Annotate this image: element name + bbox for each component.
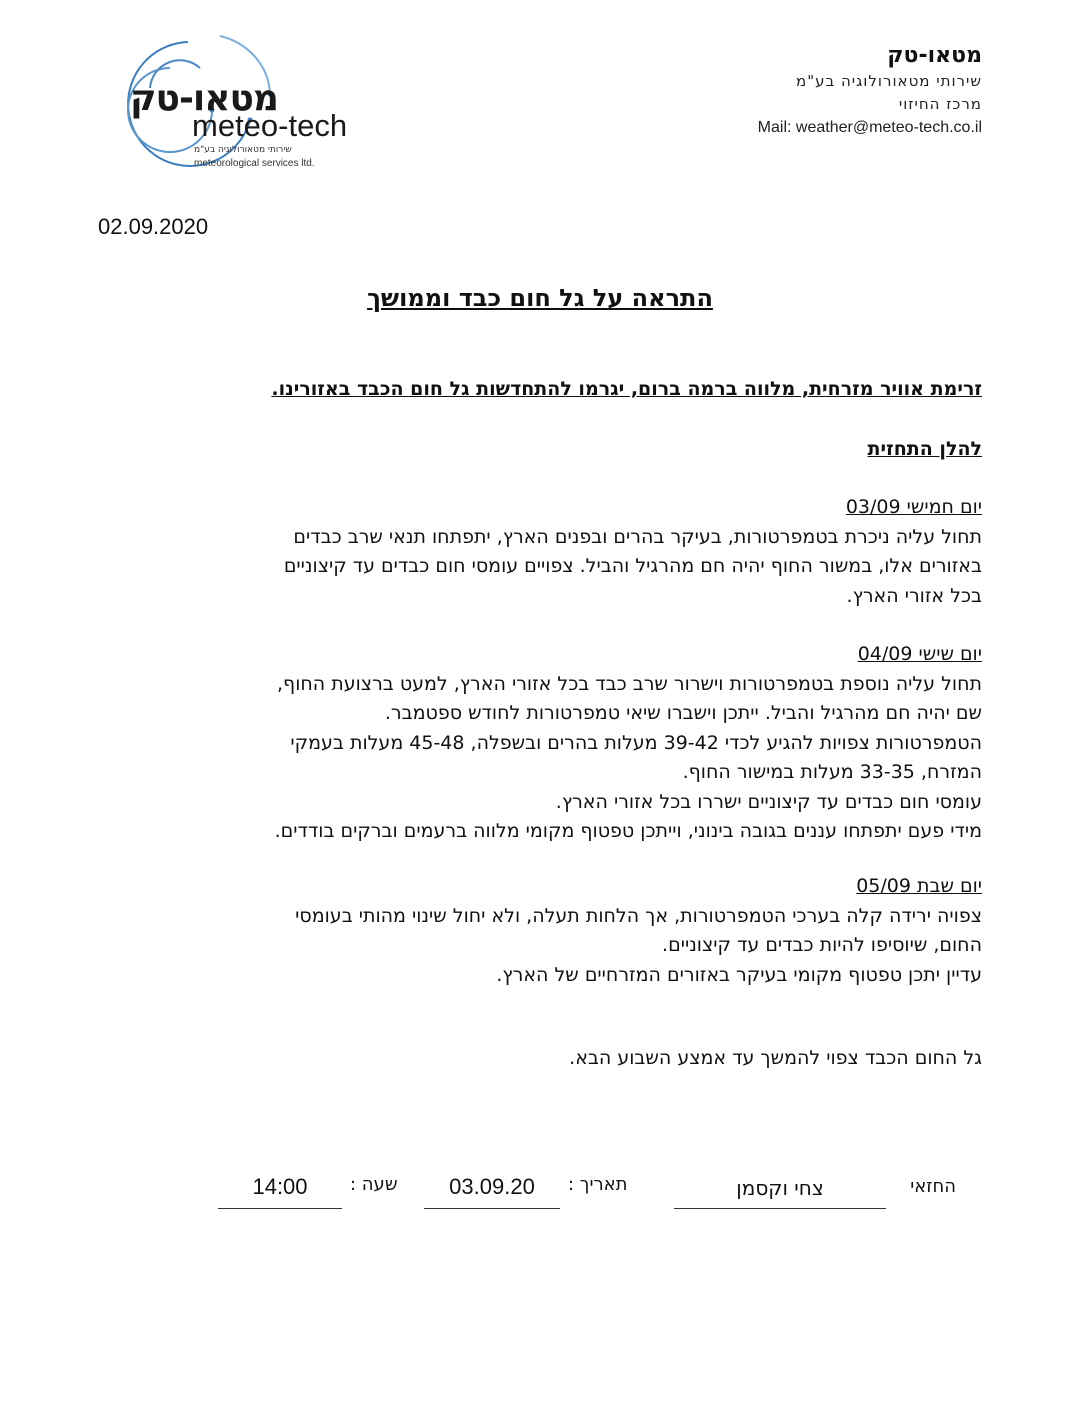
forecaster-name: צחי וקסמן (674, 1176, 886, 1209)
alert-summary: זרימת אוויר מזרחית, מלווה ברמה ברום, יגרמו להתחדשות גל חום הכבד באזורינו. (271, 378, 982, 400)
day-title: יום חמישי 03/09 (845, 496, 982, 518)
forecast-line: מידי פעם יתפתחו עננים בגובה בינוני, וייתכן טפטוף מקומי מלווה ברעמים וברקים בודדים. (274, 820, 982, 842)
forecast-line: תחול עליה נוספת בטמפרטורות וישרור שרב כבד בכל אזורי הארץ, למעט ברצועת החוף, (277, 672, 982, 695)
forecast-line: החום, שיוסיפו להיות כבדים עד קיצוניים. (662, 934, 982, 956)
company-description: שירותי מטאורולוגיה בע"מ (796, 72, 982, 90)
forecast-line: שם יהיה חם מהרגיל והביל. ייתכן וישברו שיאי טמפרטורות לחודש ספטמבר. (384, 702, 982, 724)
closing-statement: גל החום הכבד צפוי להמשך עד אמצע השבוע הבא. (569, 1047, 982, 1069)
signature-time: 14:00 (218, 1174, 342, 1209)
day-title: יום שבת 05/09 (856, 875, 982, 897)
forecast-line: עומסי חום כבדים עד קיצוניים ישררו בכל אזורי הארץ. (555, 790, 982, 813)
forecaster-label: החזאי (910, 1176, 956, 1197)
company-logo (110, 28, 410, 178)
logo-english-subtitle: meteorological services ltd. (194, 158, 315, 169)
document-date: 02.09.2020 (98, 214, 209, 239)
forecast-line: צפויה ירידה קלה בערכי הטמפרטורות, אך הלחות תעלה, ולא יחול שינוי מהותי בעומסי (295, 904, 982, 927)
contact-email[interactable]: Mail: weather@meteo-tech.co.il (757, 119, 982, 136)
forecast-day-thursday (102, 493, 982, 611)
forecast-day-friday (102, 640, 982, 847)
logo-hebrew-subtitle: שירותי מטאורולוגיה בע"מ (194, 145, 292, 155)
forecast-line: באזורים אלו, במשור החוף יהיה חם מהרגיל והביל. צפויים עומסי חום כבדים עד קיצוניים (283, 555, 982, 577)
logo-hebrew-name: מטאו-טק (130, 78, 278, 119)
forecast-line: המזרח, 33-35 מעלות במישור החוף. (682, 761, 982, 783)
forecast-line: הטמפרטורות צפויות להגיע לכדי 39-42 מעלות בהרים ובשפלה, 45-48 מעלות בעמקי (290, 731, 982, 754)
forecast-line: עדיין יתכן טפטוף מקומי בעיקר באזורים המזרחיים של הארץ. (496, 963, 982, 986)
page-title: התראה על גל חום כבד וממושך (367, 284, 713, 312)
time-label: שעה : (350, 1174, 398, 1195)
company-name: מטאו-טק (887, 43, 982, 68)
letterhead (582, 42, 982, 140)
signature-date: 03.09.20 (424, 1174, 560, 1209)
forecast-day-saturday (102, 872, 982, 990)
logo-english-name: meteo-tech (192, 108, 348, 143)
day-title: יום שישי 04/09 (857, 643, 982, 665)
forecast-line: בכל אזורי הארץ. (846, 584, 982, 607)
date-label: תאריך : (568, 1174, 628, 1195)
forecast-heading: להלן התחזית (867, 438, 982, 460)
department-name: מרכז החיזוי (898, 95, 982, 113)
forecast-line: תחול עליה ניכרת בטמפרטורות, בעיקר בהרים ובפנים הארץ, יתפתחו תנאי שרב כבדים (293, 525, 982, 548)
